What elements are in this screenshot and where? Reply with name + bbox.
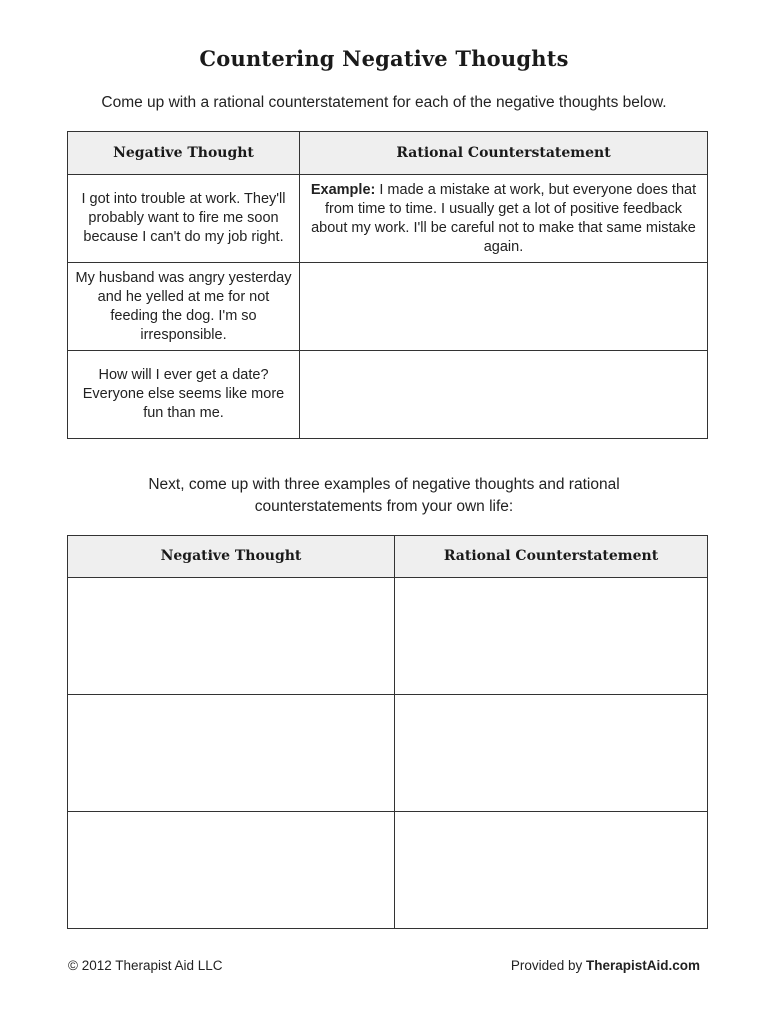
negative-thought-blank-cell[interactable] xyxy=(68,695,395,812)
provided-by xyxy=(511,958,700,973)
page-title: Countering Negative Thoughts xyxy=(199,46,569,71)
own-life-instructions xyxy=(0,474,768,518)
table-row xyxy=(68,175,708,263)
table-row xyxy=(68,695,708,812)
negative-thought-blank-cell[interactable] xyxy=(68,812,395,929)
negative-thought-cell: How will I ever get a date? Everyone else seems like more fun than me. xyxy=(68,351,300,439)
table-row xyxy=(68,578,708,695)
instructions: Come up with a rational counterstatement for each of the negative thoughts below. xyxy=(101,94,667,111)
instructions-line: counterstatements from your own life: xyxy=(254,498,514,515)
column-header-negative-thought: Negative Thought xyxy=(68,536,395,578)
column-header-rational-counterstatement: Rational Counterstatement xyxy=(300,132,708,175)
counterstatement-blank-cell[interactable] xyxy=(395,695,708,812)
example-label: Example: xyxy=(310,181,376,198)
table-header-row xyxy=(68,132,708,175)
table-row xyxy=(68,263,708,351)
examples-table xyxy=(67,131,708,439)
provided-by-label: Provided by xyxy=(510,958,586,973)
table-header-row xyxy=(68,536,708,578)
example-counterstatement: I made a mistake at work, but everyone does that from time to time. I usually get a lot of positive feedback about my work. I'll be careful not to make that same mistake again. xyxy=(311,181,697,255)
column-header-rational-counterstatement: Rational Counterstatement xyxy=(395,536,708,578)
negative-thought-blank-cell[interactable] xyxy=(68,578,395,695)
copyright: © 2012 Therapist Aid LLC xyxy=(68,958,223,973)
site-link[interactable]: TherapistAid.com xyxy=(585,958,700,973)
own-life-table xyxy=(67,535,708,929)
instructions-line: Next, come up with three examples of negative thoughts and rational xyxy=(148,476,620,493)
negative-thought-cell: I got into trouble at work. They'll probably want to fire me soon because I can't do my job right. xyxy=(68,175,300,263)
table-row xyxy=(68,351,708,439)
counterstatement-cell[interactable] xyxy=(300,263,708,351)
negative-thought-cell: My husband was angry yesterday and he yelled at me for not feeding the dog. I'm so irresponsible. xyxy=(68,263,300,351)
counterstatement-cell[interactable] xyxy=(300,175,708,263)
table-row xyxy=(68,812,708,929)
counterstatement-blank-cell[interactable] xyxy=(395,578,708,695)
column-header-negative-thought: Negative Thought xyxy=(68,132,300,175)
counterstatement-cell[interactable] xyxy=(300,351,708,439)
counterstatement-blank-cell[interactable] xyxy=(395,812,708,929)
